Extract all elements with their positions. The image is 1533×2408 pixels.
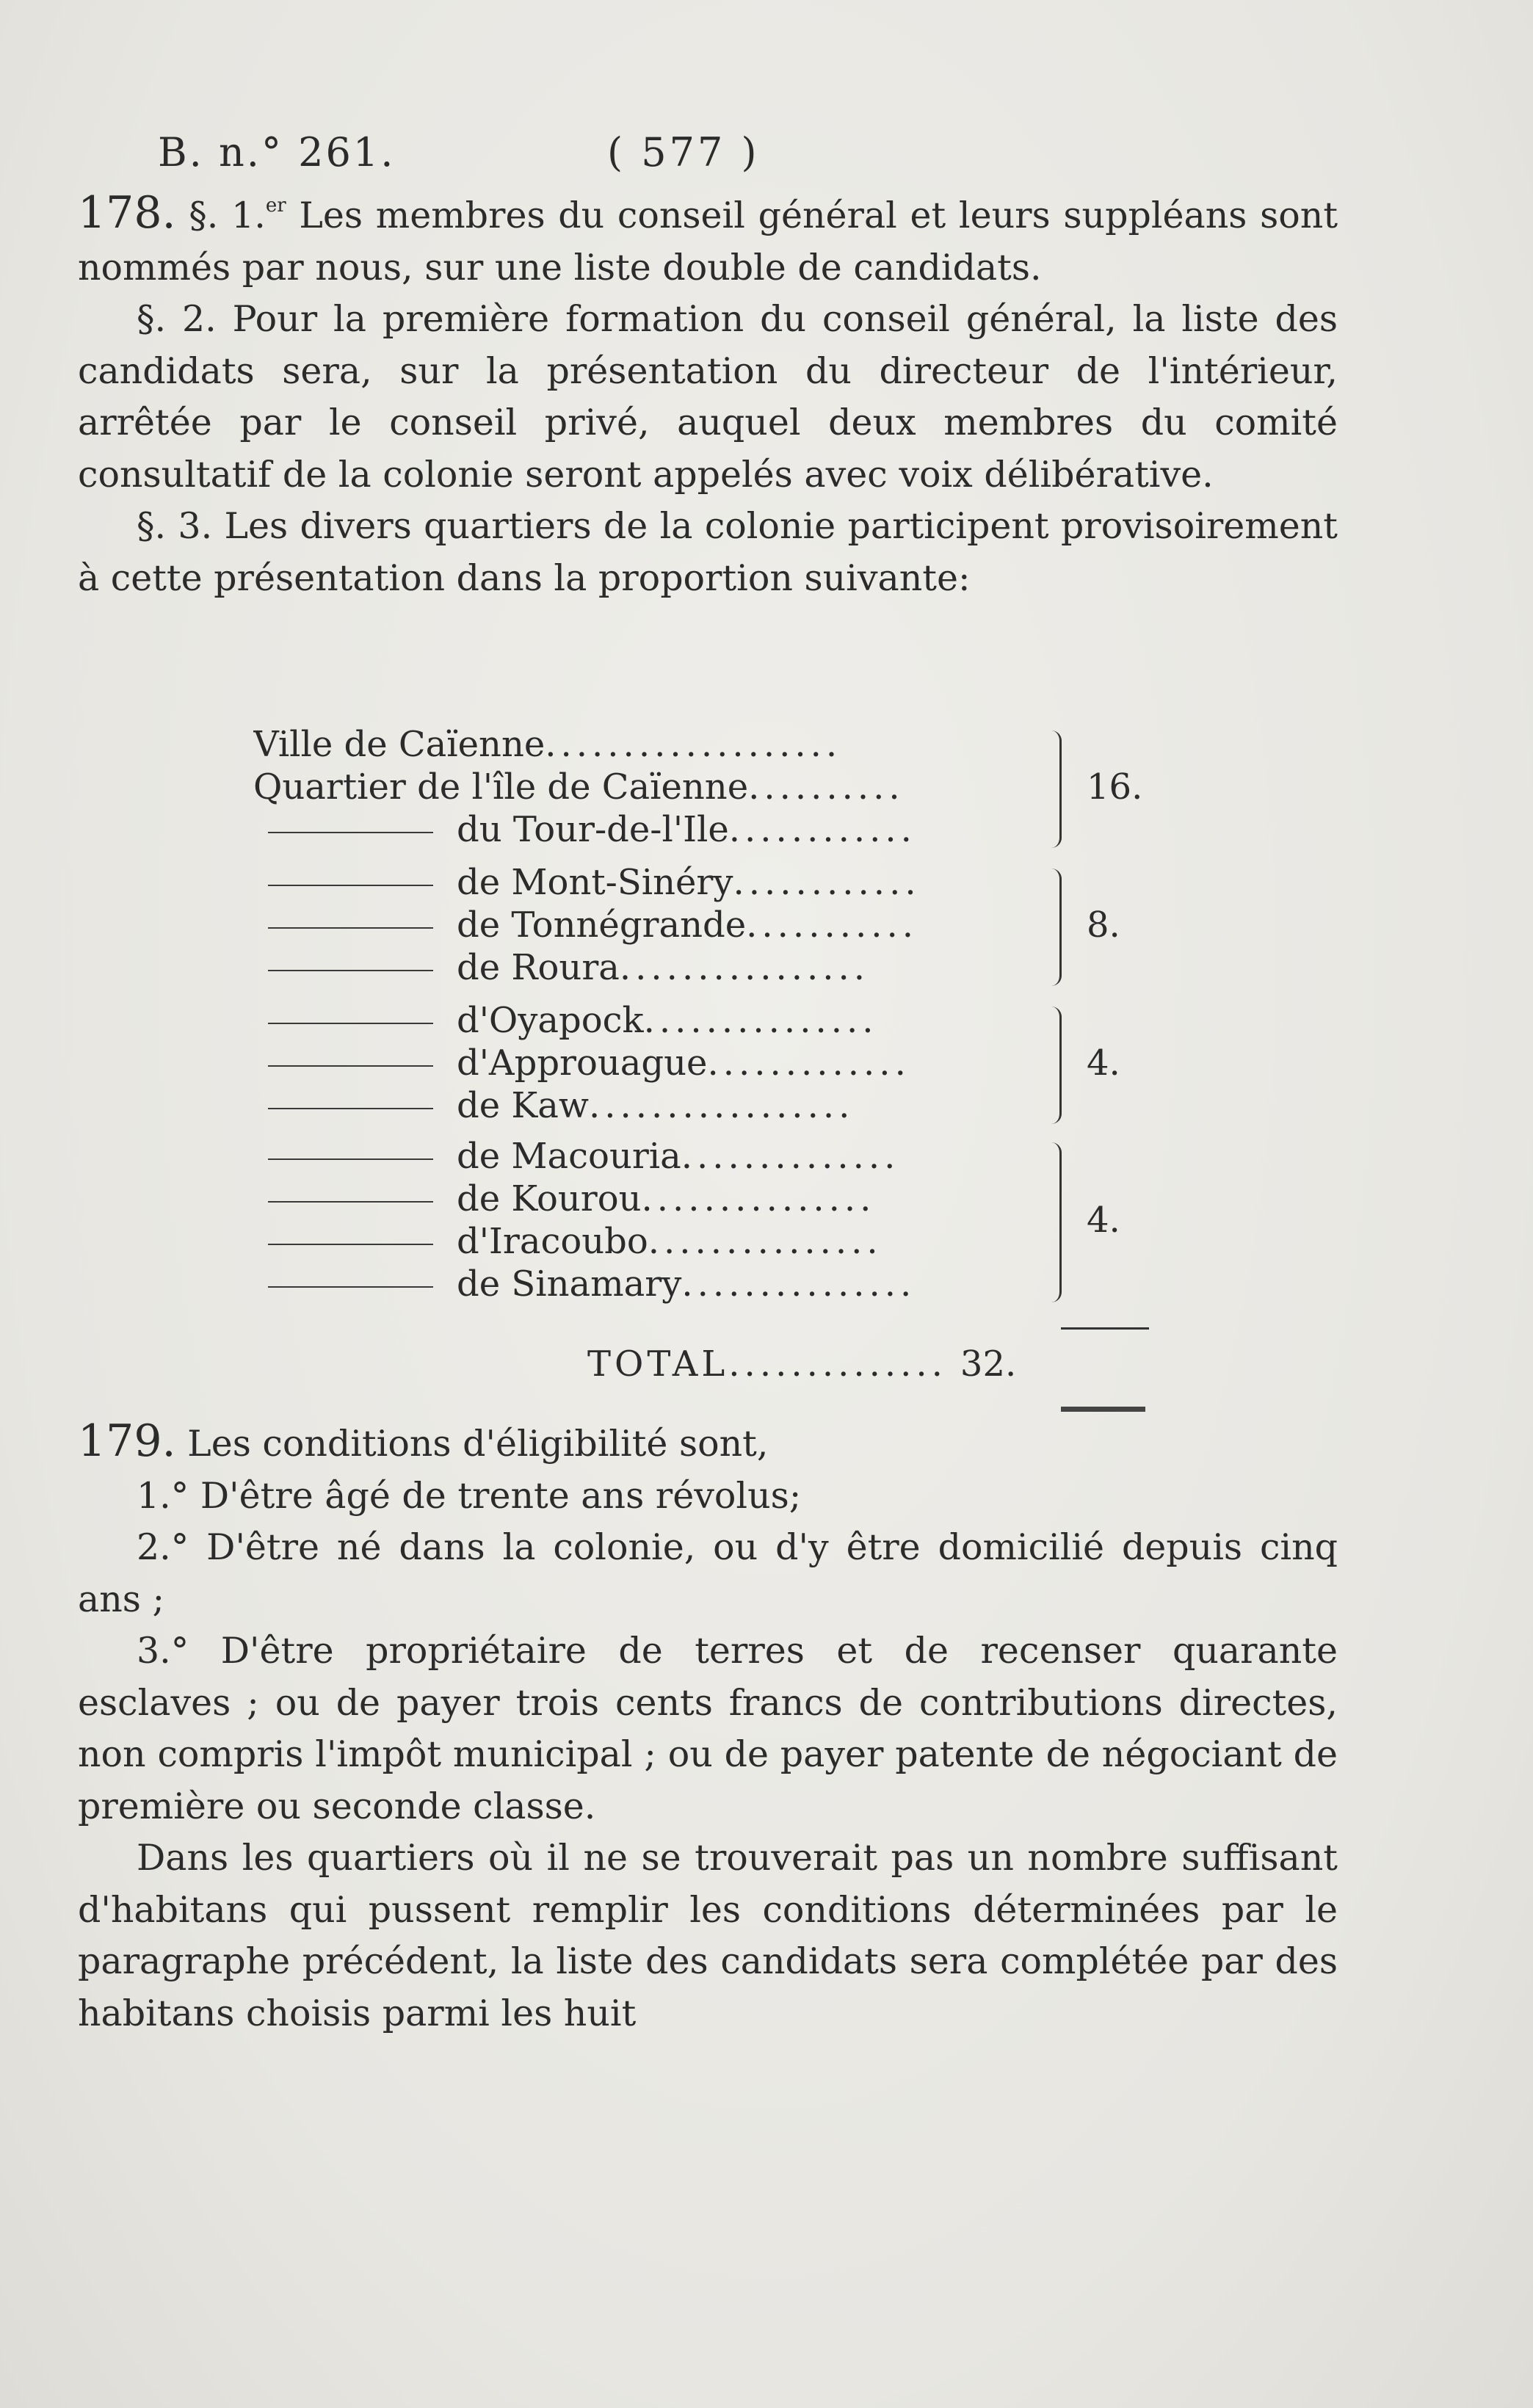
- article-number: 179.: [78, 1415, 176, 1467]
- art179-para-last: Dans les quartiers où il ne se trouverait pas un nombre suffisant d'habitans qui pussent remplir les conditions déterminées par le paragraphe précédent, la liste des candidats sera complétée par des habitans choisis parmi les huit: [78, 1837, 1338, 2034]
- group-value: 4.: [1087, 1042, 1120, 1084]
- group-brace: [1046, 730, 1062, 848]
- para-text: Les membres du conseil général et leurs suppléans sont nommés par nous, sur une liste double de candidats.: [78, 195, 1338, 289]
- ditto-dash: [268, 927, 433, 929]
- table-row: de Mont-Sinéry............: [253, 861, 1039, 904]
- condition-3: 3.° D'être propriétaire de terres et de recenser quarante esclaves ; ou de payer trois cents francs de contributions directes, non compris l'impôt municipal ; ou de payer patente de négociant de première ou seconde classe.: [78, 1630, 1338, 1827]
- art178-para1: [78, 187, 1338, 294]
- ditto-dash: [268, 1244, 433, 1245]
- table-row: de Tonnégrande...........: [253, 904, 1039, 946]
- page-number: ( 577 ): [607, 129, 760, 175]
- group-brace: [1046, 1007, 1062, 1124]
- ditto-dash: [268, 1065, 433, 1067]
- table-row: de Macouria..............: [253, 1135, 1039, 1178]
- condition-2: 2.° D'être né dans la colonie, ou d'y être domicilié depuis cinq ans ;: [78, 1526, 1338, 1620]
- art178-para2: §. 2. Pour la première formation du conseil général, la liste des candidats sera, sur la présentation du directeur de l'intérieur, arrêtée par le conseil privé, auquel deux membres du comité consultatif de la colonie seront appelés avec voix délibérative.: [78, 298, 1338, 496]
- table-row: Quartier de l'île de Caïenne..........: [253, 766, 905, 808]
- total-row: TOTAL.............. 32.: [587, 1343, 1017, 1385]
- table-row: de Roura................: [253, 946, 1039, 989]
- condition-1: 1.° D'être âgé de trente ans révolus;: [137, 1474, 802, 1517]
- para-label-sup: er: [265, 195, 286, 217]
- table-row: d'Oyapock...............: [253, 999, 1039, 1042]
- ditto-dash: [268, 885, 433, 886]
- total-underline: [1061, 1407, 1145, 1412]
- article-179: [78, 1415, 1338, 2039]
- bulletin-reference: B. n.° 261.: [158, 129, 396, 175]
- table-row: du Tour-de-l'Ile............: [253, 808, 1039, 851]
- table-row: de Kourou...............: [253, 1178, 1039, 1220]
- table-row: d'Iracoubo...............: [253, 1220, 1039, 1263]
- table-row: de Kaw.................: [253, 1084, 1039, 1127]
- group-brace: [1046, 1142, 1062, 1302]
- para-label: §. 1.: [189, 195, 266, 236]
- art179-intro: 179. Les conditions d'éligibilité sont,: [78, 1415, 769, 1467]
- table-row: de Sinamary...............: [253, 1263, 1039, 1305]
- total-label: TOTAL: [587, 1343, 729, 1385]
- sum-rule: [1061, 1327, 1149, 1330]
- art178-para3: §. 3. Les divers quartiers de la colonie participent provisoirement à cette présentation dans la proportion suivante:: [78, 505, 1338, 599]
- ditto-dash: [268, 1158, 433, 1160]
- ditto-dash: [268, 970, 433, 971]
- ditto-dash: [268, 1023, 433, 1024]
- group-brace: [1046, 868, 1062, 986]
- ditto-dash: [268, 1108, 433, 1109]
- group-value: 16.: [1087, 766, 1143, 808]
- ditto-dash: [268, 832, 433, 833]
- group-value: 4.: [1087, 1200, 1120, 1241]
- article-178: [78, 187, 1338, 604]
- table-row: d'Approuague.............: [253, 1042, 1039, 1084]
- group-value: 8.: [1087, 904, 1120, 946]
- article-number: 178.: [78, 187, 176, 239]
- page-header: [158, 123, 1333, 182]
- ditto-dash: [268, 1201, 433, 1203]
- total-value: 32.: [960, 1343, 1017, 1385]
- table-row: Ville de Caïenne...................: [253, 724, 842, 765]
- ditto-dash: [268, 1286, 433, 1288]
